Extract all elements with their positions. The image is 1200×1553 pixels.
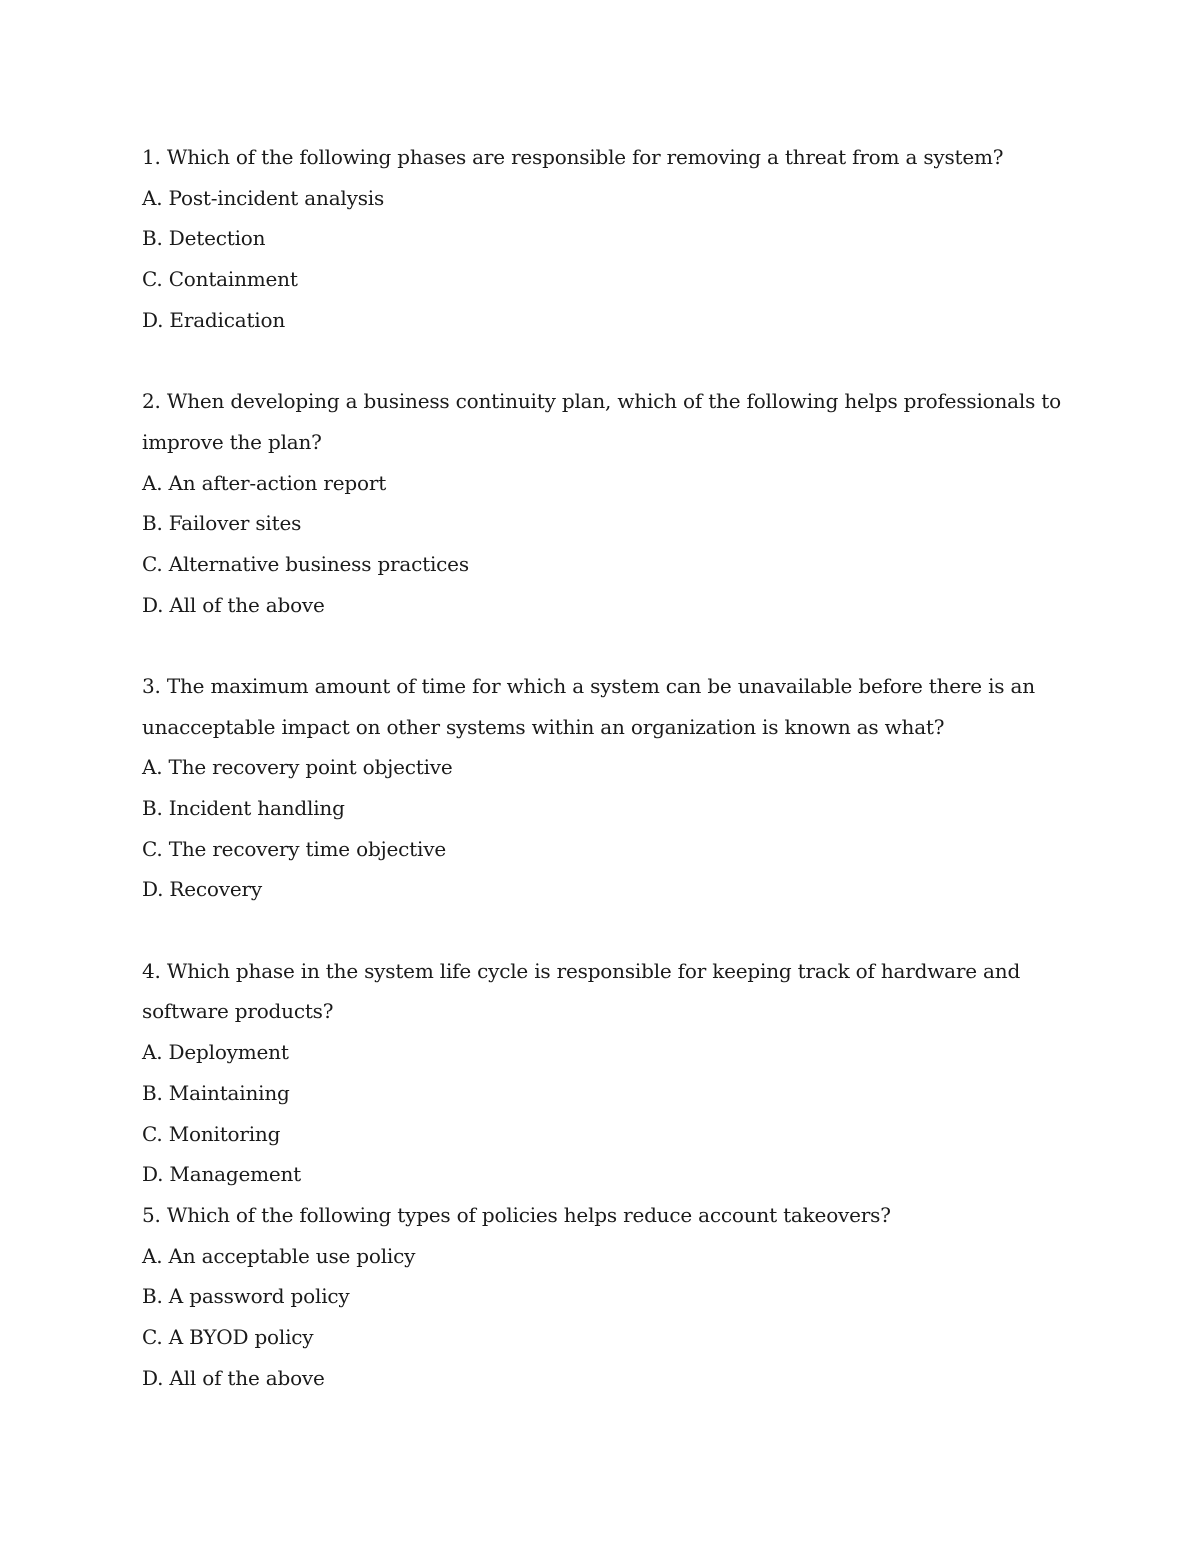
- answer-option-b: B. Detection: [142, 226, 266, 251]
- quiz-content: [142, 137, 1061, 1398]
- question-5: [142, 1195, 1042, 1398]
- answer-option-a: A. The recovery point objective: [142, 755, 453, 780]
- question-text: 3. The maximum amount of time for which a system can be unavailable before there is an: [142, 673, 1035, 698]
- answer-option-c: C. Containment: [142, 267, 298, 292]
- question-text: 1. Which of the following phases are responsible for removing a threat from a system?: [142, 145, 1004, 169]
- question-text-continued: unacceptable impact on other systems within an organization is known as what?: [142, 714, 945, 739]
- answer-option-a: A. An after-action report: [142, 470, 387, 495]
- answer-option-a: A. Post-incident analysis: [142, 185, 385, 210]
- question-text: 5. Which of the following types of policies helps reduce account takeovers?: [142, 1202, 891, 1227]
- answer-option-c: C. Alternative business practices: [142, 551, 469, 576]
- question-text-continued: software products?: [142, 999, 334, 1024]
- question-2: [142, 381, 1061, 625]
- answer-option-c: C. The recovery time objective: [142, 836, 446, 861]
- question-text-continued: improve the plan?: [142, 429, 322, 454]
- question-text: 2. When developing a business continuity plan, which of the following helps professionals to: [142, 389, 1061, 414]
- answer-option-b: B. A password policy: [142, 1284, 350, 1309]
- answer-option-d: D. Eradication: [142, 307, 286, 332]
- answer-option-b: B. Maintaining: [142, 1080, 290, 1105]
- question-text: 4. Which phase in the system life cycle is responsible for keeping track of hardware and: [142, 958, 1021, 983]
- question-3: [142, 666, 1042, 910]
- answer-option-d: D. Recovery: [142, 877, 262, 902]
- answer-option-c: C. A BYOD policy: [142, 1324, 314, 1349]
- question-4: [142, 951, 1042, 1195]
- answer-option-a: A. Deployment: [142, 1040, 289, 1065]
- answer-option-d: D. All of the above: [142, 1365, 325, 1390]
- answer-option-d: D. Management: [142, 1162, 302, 1187]
- answer-option-b: B. Failover sites: [142, 511, 302, 536]
- question-1: [142, 137, 1042, 340]
- answer-option-b: B. Incident handling: [142, 796, 345, 820]
- answer-option-c: C. Monitoring: [142, 1121, 281, 1146]
- answer-option-a: A. An acceptable use policy: [142, 1243, 416, 1268]
- answer-option-d: D. All of the above: [142, 592, 325, 617]
